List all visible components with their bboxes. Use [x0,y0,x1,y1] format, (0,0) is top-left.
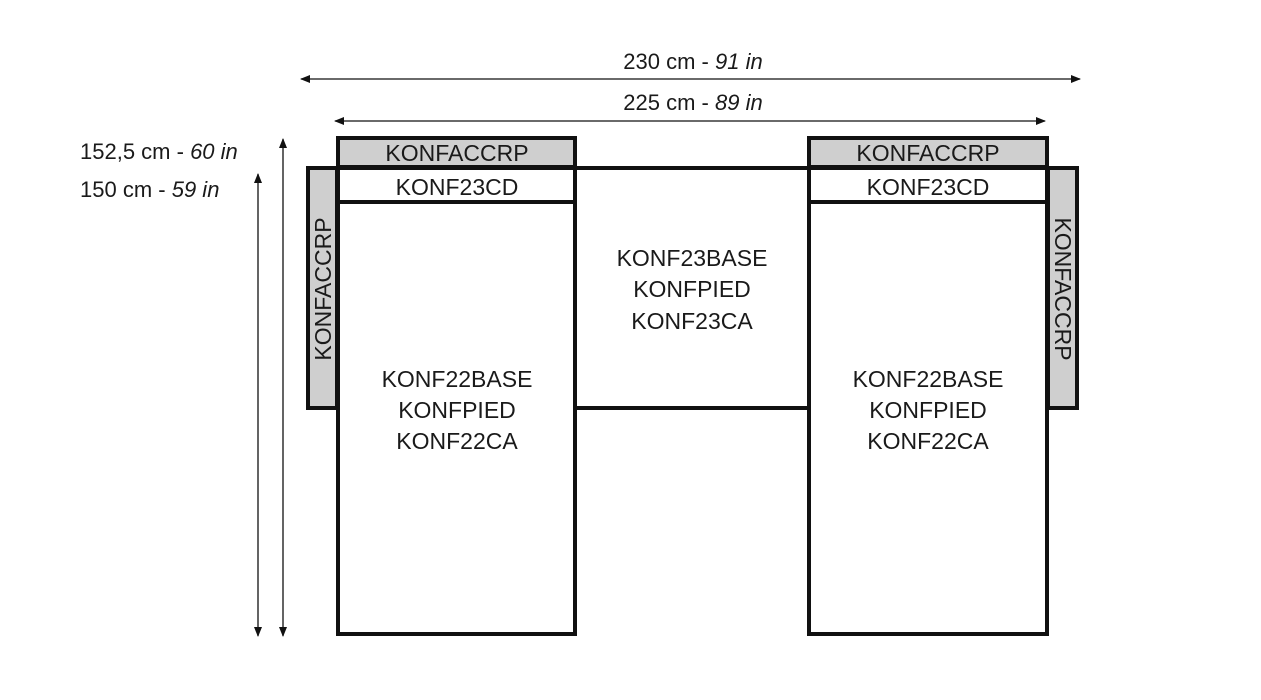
left-seat-label-1: KONF22BASE [381,366,533,392]
center-seat-label-3: KONF23CA [631,308,753,334]
left-seat-label-2: KONFPIED [398,397,516,423]
right-seat-label-3: KONF22CA [867,428,989,454]
right-back-label: KONF23CD [866,174,990,200]
width-230-label: 230 cm - 91 in [623,49,763,74]
width-225-label: 225 cm - 89 in [623,90,763,115]
center-seat-label-2: KONFPIED [633,276,751,302]
depth-152-label: 152,5 cm - 60 in [80,139,238,164]
left-back-label: KONF23CD [395,174,519,200]
left-seat-label-3: KONF22CA [396,428,518,454]
left-top-cushion-label: KONFACCRP [385,140,529,166]
right-seat-label-1: KONF22BASE [852,366,1004,392]
depth-150-label: 150 cm - 59 in [80,177,220,202]
right-top-cushion-label: KONFACCRP [856,140,1000,166]
right-seat-label-2: KONFPIED [869,397,987,423]
left-side-cushion-label: KONFACCRP [310,217,336,361]
right-side-cushion-label: KONFACCRP [1050,217,1076,361]
center-seat-label-1: KONF23BASE [616,245,768,271]
